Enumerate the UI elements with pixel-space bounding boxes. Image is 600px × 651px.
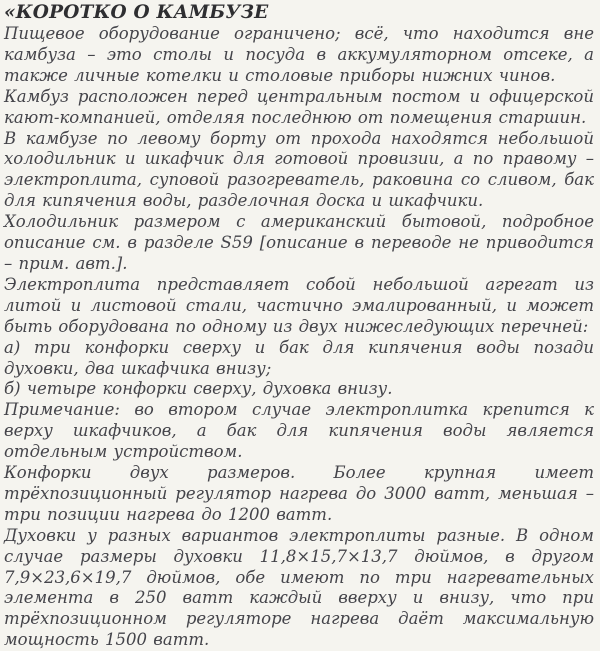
paragraph: Пищевое оборудование ограничено; всё, что находится вне камбуза – это столы и посуда в аккумуляторном отсеке, а также личные котелки и столовые приборы нижних чинов. bbox=[4, 24, 594, 85]
paragraph: Духовки у разных вариантов электроплиты разные. В одном случае размеры духовки 11,8×15,7×13,7 дюймов, в другом 7,9×23,6×19,7 дюймов, обе имеют по три нагревательных элемента в 250 ватт каждый вверху и внизу, что при трёхпозиционном регуляторе нагрева даёт максимальную мощность 1500 ватт. bbox=[4, 525, 594, 650]
paragraph: Примечание: во втором случае электроплитка крепится к верху шкафчиков, а бак для кипячения воды является отдельным устройством. bbox=[4, 400, 594, 462]
paragraph: Камбуз расположен перед центральным постом и офицерской кают-компанией, отделяя последнюю от помещения старшин. bbox=[4, 86, 594, 127]
paragraph: а) три конфорки сверху и бак для кипячения воды позади духовки, два шкафчика внизу; bbox=[4, 337, 594, 378]
paragraph: Конфорки двух размеров. Более крупная имеет трёхпозиционный регулятор нагрева до 3000 ватт, меньшая – три позиции нагрева до 1200 ватт. bbox=[4, 463, 594, 524]
paragraph: В камбузе по левому борту от прохода находятся небольшой холодильник и шкафчик для готовой провизии, а по правому – электроплита, суповой разогреватель, раковина со сливом, бак для кипячения воды, разделочная доска и шкафчики. bbox=[4, 128, 594, 211]
paragraph: б) четыре конфорки сверху, духовка внизу. bbox=[4, 379, 393, 399]
paragraph: Электроплита представляет собой небольшой агрегат из литой и листовой стали, частично эмалированный, и может быть оборудована по одному из двух нижеследующих перечней: bbox=[4, 274, 594, 336]
paragraph: Холодильник размером с американский бытовой, подробное описание см. в разделе S59 [описание в переводе не приводится – прим. авт.]. bbox=[4, 212, 594, 273]
document-title: «КОРОТКО О КАМБУЗЕ bbox=[4, 2, 269, 23]
